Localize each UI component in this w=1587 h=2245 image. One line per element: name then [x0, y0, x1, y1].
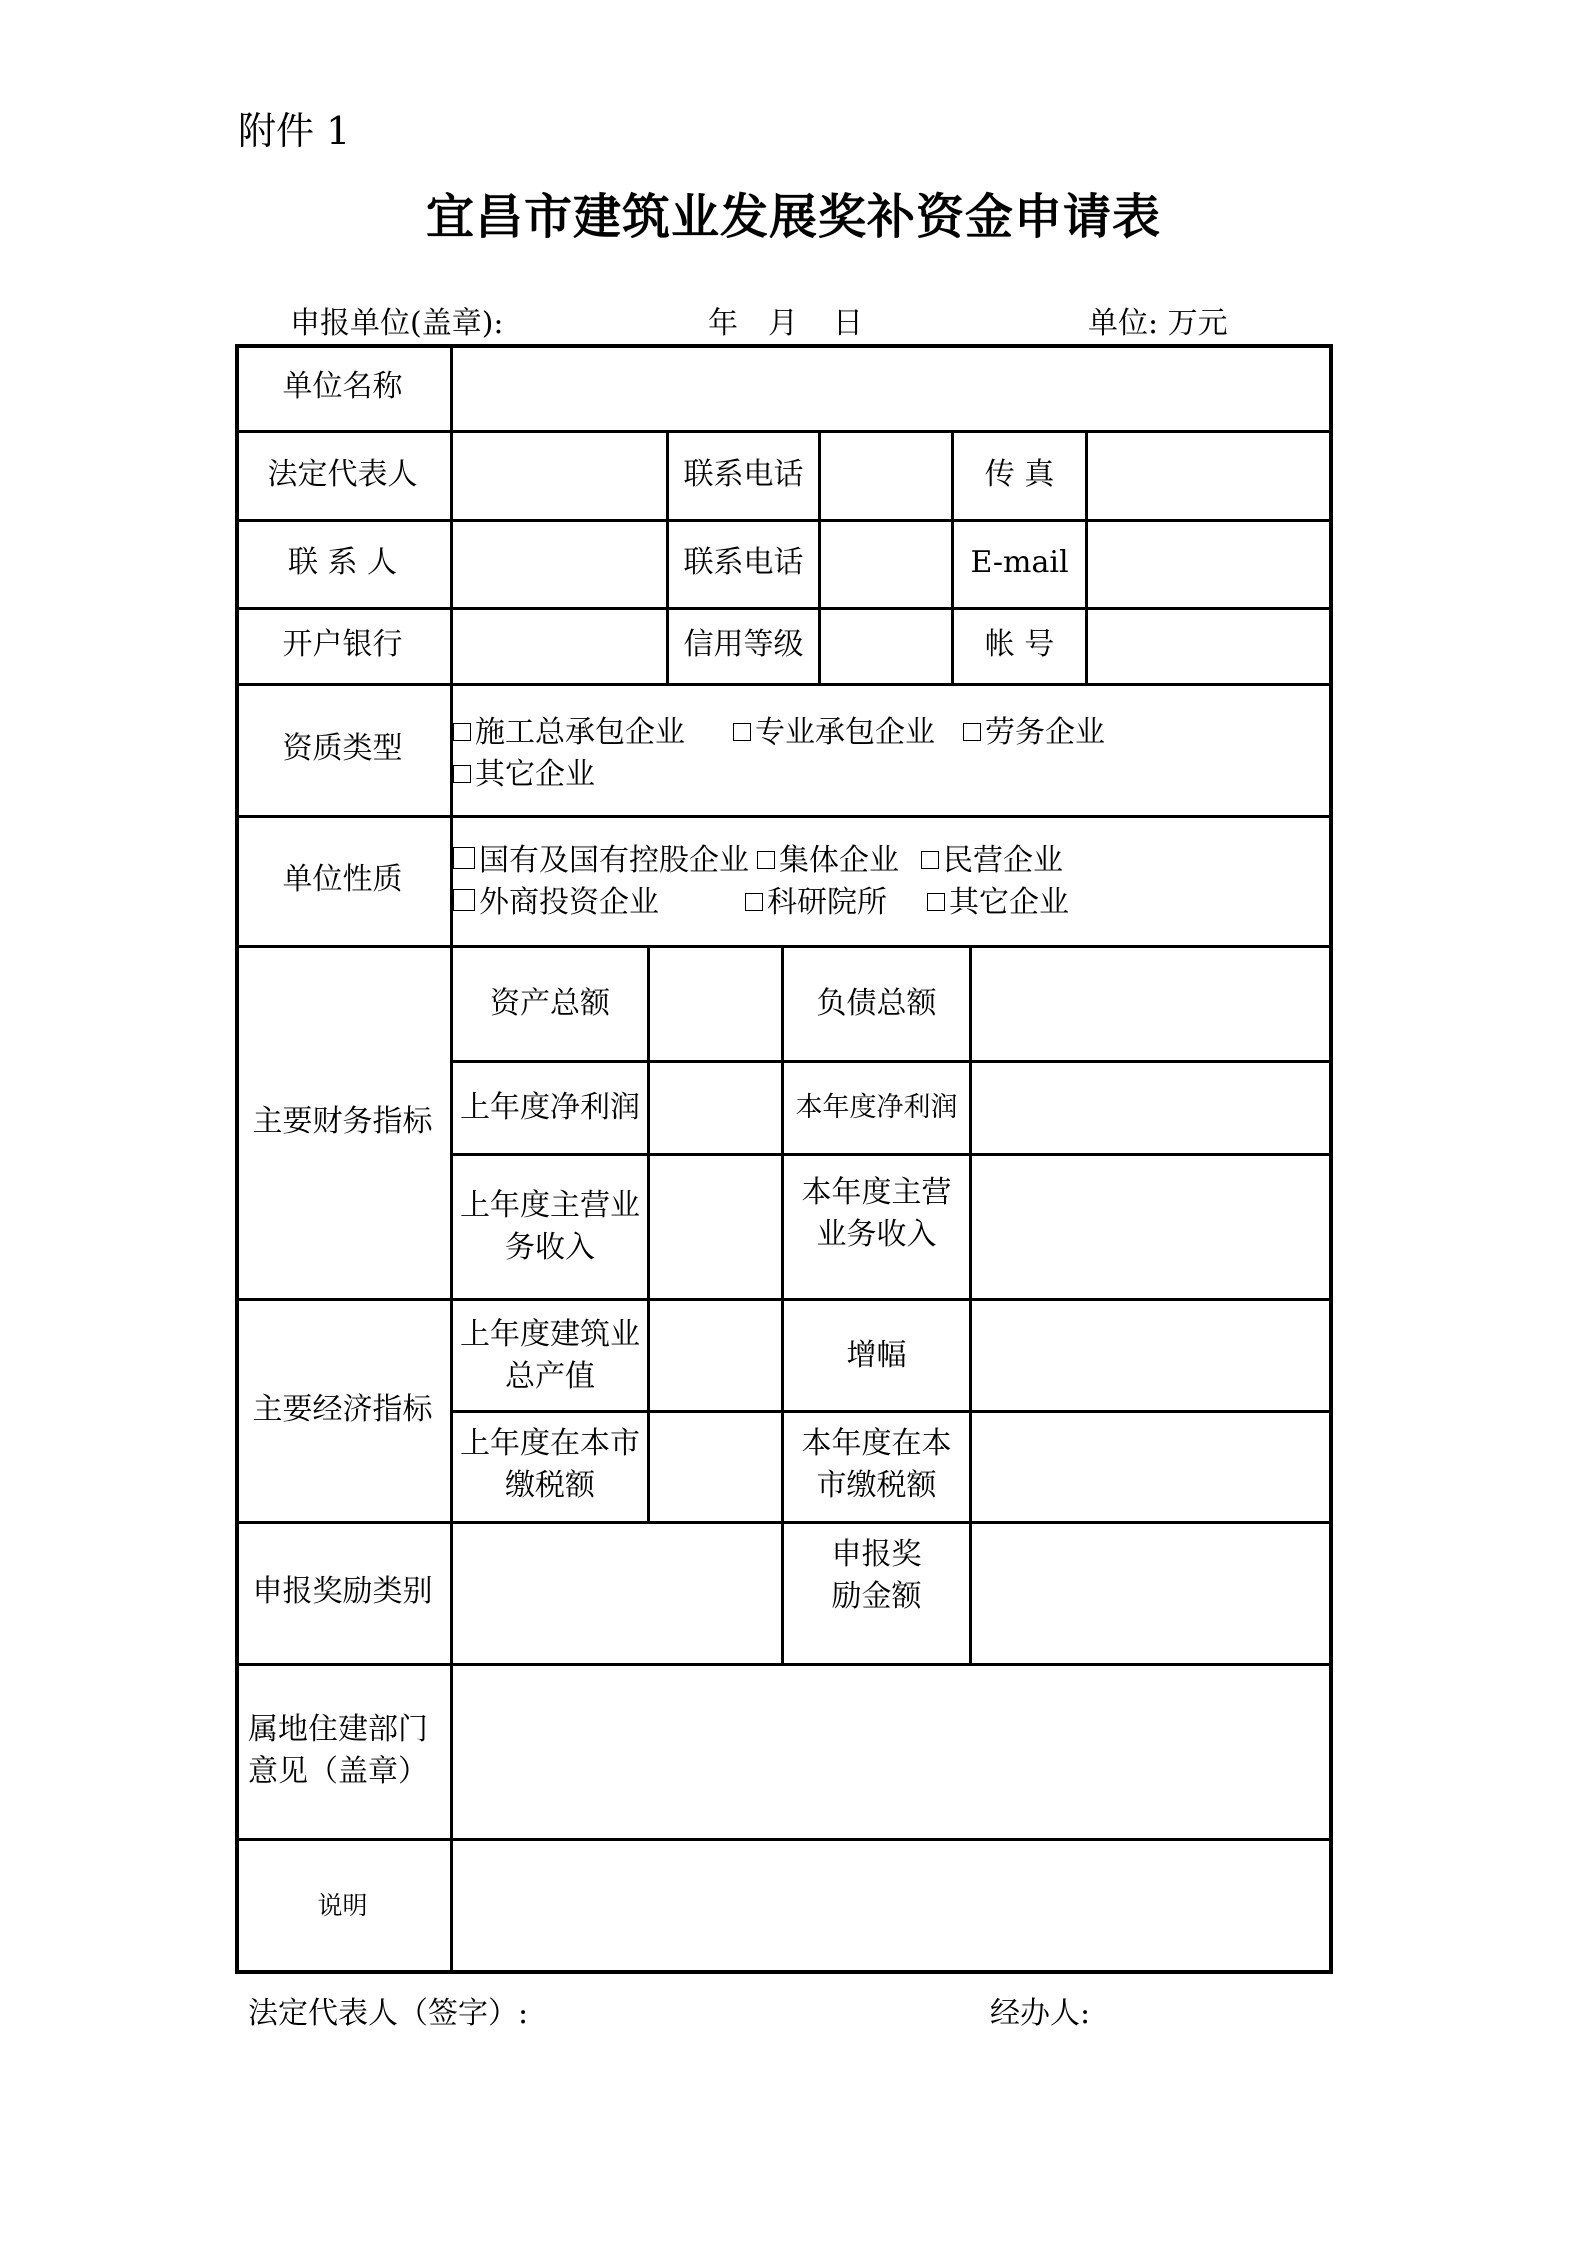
- last-year-tax-label: 上年度在本市缴税额: [460, 1426, 640, 1503]
- checkbox-icon: [453, 847, 475, 869]
- date-year-label: 年: [708, 306, 738, 341]
- unit-name-field[interactable]: [453, 347, 1329, 430]
- checkbox-icon: [963, 723, 981, 741]
- nature-options-line-1: [453, 840, 1063, 882]
- total-assets-field[interactable]: [650, 948, 781, 1060]
- last-year-revenue-label: 上年度主营业务收入: [460, 1188, 640, 1265]
- nature-option[interactable]: 集体企业: [757, 840, 899, 882]
- applicant-label: 申报单位(盖章):: [290, 306, 504, 341]
- economic-indicators-label: 主要经济指标: [252, 1391, 433, 1427]
- legal-rep-phone-field[interactable]: [821, 433, 951, 519]
- remark-field[interactable]: [453, 1841, 1329, 1970]
- reward-type-label: 申报奖励类别: [252, 1574, 433, 1609]
- qualification-option[interactable]: 劳务企业: [963, 712, 1105, 754]
- credit-rating-field[interactable]: [821, 610, 951, 683]
- page-title: 宜昌市建筑业发展奖补资金申请表: [425, 189, 1161, 245]
- contact-person-label: 联 系 人: [287, 545, 398, 580]
- financial-indicators-label: 主要财务指标: [252, 1103, 433, 1139]
- checkbox-icon: [733, 723, 751, 741]
- reward-amount-label: 申报奖励金额: [831, 1537, 922, 1614]
- contact-phone-field[interactable]: [821, 522, 951, 607]
- legal-rep-field[interactable]: [453, 433, 666, 519]
- checkbox-icon: [453, 723, 471, 741]
- account-label: 帐 号: [984, 627, 1055, 662]
- nature-option[interactable]: 民营企业: [921, 840, 1063, 882]
- bank-field[interactable]: [453, 610, 666, 683]
- last-year-tax-field[interactable]: [650, 1413, 781, 1521]
- checkbox-icon: [927, 893, 945, 911]
- legal-rep-label: 法定代表人: [267, 456, 418, 492]
- total-liabilities-field[interactable]: [972, 948, 1329, 1060]
- checkbox-icon: [745, 893, 763, 911]
- checkbox-icon: [453, 765, 471, 783]
- legal-rep-phone-label: 联系电话: [683, 456, 804, 492]
- checkbox-icon: [921, 851, 939, 869]
- this-year-revenue-field[interactable]: [972, 1156, 1329, 1298]
- growth-field[interactable]: [972, 1301, 1329, 1410]
- this-year-net-profit-field[interactable]: [972, 1063, 1329, 1153]
- remark-label: 说明: [317, 1891, 368, 1920]
- growth-label: 增幅: [846, 1337, 907, 1373]
- total-assets-label: 资产总额: [490, 986, 610, 1021]
- reward-type-field[interactable]: [453, 1524, 781, 1663]
- this-year-revenue-label: 本年度主营业务收入: [801, 1175, 952, 1252]
- nature-option[interactable]: 外商投资企业: [453, 882, 659, 924]
- qualification-label: 资质类型: [282, 731, 403, 766]
- date-month-label: 月: [768, 306, 798, 341]
- local-dept-opinion-label: 属地住建部门意见（盖章）: [248, 1711, 428, 1789]
- local-dept-opinion-field[interactable]: [453, 1666, 1329, 1838]
- handler-label: 经办人:: [990, 1996, 1091, 2031]
- nature-options-line-2: [453, 882, 1069, 924]
- this-year-tax-label: 本年度在本市缴税额: [801, 1426, 952, 1503]
- email-label: E-mail: [970, 545, 1069, 580]
- qualification-options-line-1: [453, 712, 1105, 754]
- this-year-net-profit-label: 本年度净利润: [795, 1092, 958, 1123]
- currency-unit-label: 单位: 万元: [1088, 306, 1228, 341]
- last-year-output-field[interactable]: [650, 1301, 781, 1410]
- last-year-revenue-field[interactable]: [650, 1156, 781, 1298]
- bank-label: 开户银行: [282, 627, 403, 662]
- checkbox-icon: [453, 889, 475, 911]
- this-year-tax-field[interactable]: [972, 1413, 1329, 1521]
- attachment-label: 附件 1: [238, 109, 351, 153]
- last-year-output-label: 上年度建筑业总产值: [460, 1316, 640, 1394]
- unit-name-label: 单位名称: [282, 369, 403, 404]
- contact-phone-label: 联系电话: [683, 545, 804, 580]
- contact-person-field[interactable]: [453, 522, 666, 607]
- nature-option[interactable]: 其它企业: [927, 882, 1069, 924]
- last-year-net-profit-field[interactable]: [650, 1063, 781, 1153]
- fax-field[interactable]: [1088, 433, 1329, 519]
- reward-amount-field[interactable]: [972, 1524, 1329, 1663]
- nature-option[interactable]: 国有及国有控股企业: [453, 840, 749, 882]
- qualification-option[interactable]: 施工总承包企业: [453, 712, 685, 754]
- account-field[interactable]: [1088, 610, 1329, 683]
- qualification-option[interactable]: 专业承包企业: [733, 712, 935, 754]
- date-day-label: 日: [833, 306, 863, 341]
- nature-option[interactable]: 科研院所: [745, 882, 887, 924]
- qualification-option[interactable]: 其它企业: [453, 754, 595, 796]
- fax-label: 传 真: [984, 456, 1055, 492]
- unit-nature-label: 单位性质: [282, 862, 403, 897]
- total-liabilities-label: 负债总额: [816, 986, 937, 1021]
- email-field[interactable]: [1088, 522, 1329, 607]
- credit-rating-label: 信用等级: [683, 627, 804, 662]
- qualification-options-line-2: [453, 754, 595, 796]
- checkbox-icon: [757, 851, 775, 869]
- legal-rep-signature-label: 法定代表人（签字）:: [248, 1996, 529, 2031]
- last-year-net-profit-label: 上年度净利润: [460, 1090, 640, 1125]
